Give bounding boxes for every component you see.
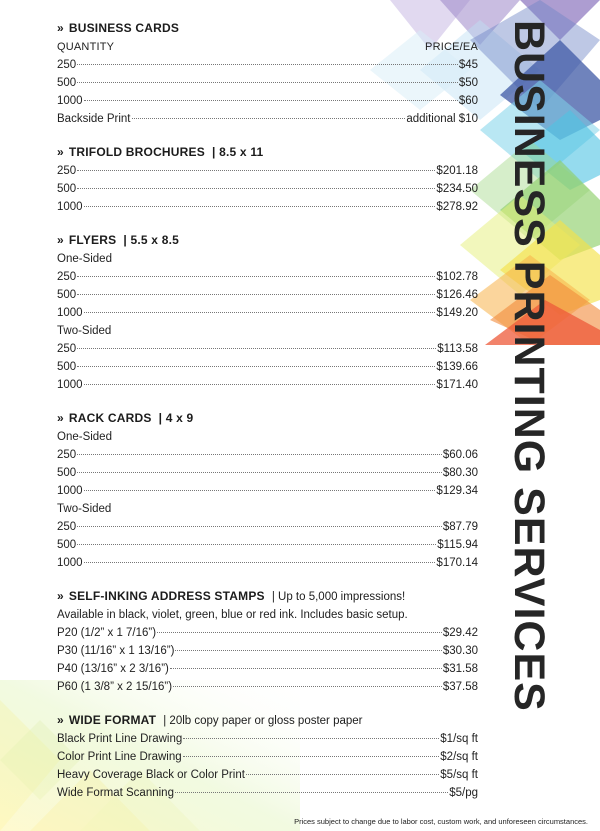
dot-leader: [77, 348, 436, 349]
row-price: $37.58: [442, 681, 478, 693]
row-price: $31.58: [442, 663, 478, 675]
price-row: [57, 358, 478, 376]
heading-text: WIDE FORMAT: [68, 713, 157, 727]
row-price: $201.18: [436, 165, 478, 177]
row-label: Heavy Coverage Black or Color Print: [57, 769, 245, 781]
row-label: Wide Format Scanning: [57, 787, 174, 799]
row-price: $87.79: [442, 521, 478, 533]
dot-leader: [77, 454, 442, 455]
price-row: [57, 518, 478, 536]
dot-leader: [77, 366, 435, 367]
chevron-icon: »: [57, 145, 64, 159]
one-sided-label: One-Sided: [57, 253, 112, 265]
heading-text: BUSINESS CARDS: [68, 21, 180, 35]
row-price: $278.92: [436, 201, 478, 213]
dot-leader: [77, 526, 442, 527]
heading-size: | 4 x 9: [158, 411, 194, 425]
price-row: [57, 748, 478, 766]
section-heading: [57, 588, 478, 606]
row-price: $45: [458, 59, 478, 71]
price-row: [57, 56, 478, 74]
price-row: [57, 340, 478, 358]
vertical-title: [500, 20, 558, 712]
dot-leader: [77, 294, 435, 295]
price-list: [57, 20, 478, 818]
section-wide-format: [57, 712, 478, 802]
row-price: $60: [458, 95, 478, 107]
heading-text: SELF-INKING ADDRESS STAMPS: [68, 589, 265, 603]
dot-leader: [84, 100, 458, 101]
row-price: $5/sq ft: [440, 769, 478, 781]
section-trifold-brochures: [57, 144, 478, 216]
row-label: P60 (1 3/8” x 2 15/16”): [57, 681, 173, 693]
price-row: [57, 180, 478, 198]
dot-leader: [77, 64, 458, 65]
row-price: $126.46: [436, 289, 478, 301]
footnote: Prices subject to change due to labor cost, custom work, and unforeseen circumstances.: [294, 817, 588, 826]
row-label: 250: [57, 165, 77, 177]
dot-leader: [77, 472, 442, 473]
dot-leader: [132, 118, 406, 119]
price-row: [57, 446, 478, 464]
row-label: 250: [57, 271, 77, 283]
dot-leader: [84, 312, 436, 313]
section-heading: [57, 410, 478, 428]
price-row: [57, 376, 478, 394]
two-sided-label: Two-Sided: [57, 325, 112, 337]
price-header: PRICE/EA: [425, 41, 478, 53]
row-price: $80.30: [442, 467, 478, 479]
chevron-icon: »: [57, 233, 64, 247]
row-label: 250: [57, 59, 77, 71]
price-row: [57, 624, 478, 642]
one-sided-label: One-Sided: [57, 431, 112, 443]
price-row: [57, 536, 478, 554]
price-row: [57, 554, 478, 572]
section-heading: [57, 144, 478, 162]
dot-leader: [84, 562, 436, 563]
row-label: Color Print Line Drawing: [57, 751, 182, 763]
ink-note: Available in black, violet, green, blue or red ink. Includes basic setup.: [57, 609, 408, 621]
section-heading: [57, 20, 478, 38]
dot-leader: [77, 276, 435, 277]
row-price: $113.58: [437, 343, 478, 355]
row-label: 500: [57, 183, 77, 195]
price-row: [57, 286, 478, 304]
row-label: 500: [57, 361, 77, 373]
row-label: 1000: [57, 201, 83, 213]
heading-size: | 5.5 x 8.5: [123, 233, 179, 247]
price-row: [57, 110, 478, 128]
row-price: additional $10: [406, 113, 478, 125]
row-label: P40 (13/16” x 2 3/16”): [57, 663, 169, 675]
chevron-icon: »: [57, 411, 64, 425]
page-title: BUSINESS PRINTING SERVICES: [505, 20, 553, 712]
dot-leader: [84, 384, 436, 385]
row-label: 500: [57, 539, 77, 551]
row-label: 1000: [57, 95, 83, 107]
dot-leader: [84, 206, 436, 207]
heading-text: RACK CARDS: [68, 411, 152, 425]
row-price: $50: [458, 77, 478, 89]
row-price: $60.06: [442, 449, 478, 461]
row-price: $149.20: [436, 307, 478, 319]
section-rack-cards: [57, 410, 478, 572]
row-label: Black Print Line Drawing: [57, 733, 183, 745]
row-label: 1000: [57, 485, 83, 497]
column-headers: [57, 38, 478, 56]
row-price: $30.30: [442, 645, 478, 657]
price-row: [57, 730, 478, 748]
row-label: P30 (11/16” x 1 13/16”): [57, 645, 175, 657]
row-price: $29.42: [442, 627, 478, 639]
row-price: $171.40: [436, 379, 478, 391]
section-flyers: [57, 232, 478, 394]
chevron-icon: »: [57, 589, 64, 603]
chevron-icon: »: [57, 713, 64, 727]
row-price: $139.66: [436, 361, 478, 373]
row-label: 250: [57, 521, 77, 533]
price-row: [57, 482, 478, 500]
dot-leader: [175, 792, 448, 793]
row-price: $2/sq ft: [440, 751, 478, 763]
two-sided-label: Two-Sided: [57, 503, 112, 515]
dot-leader: [183, 738, 439, 739]
price-row: [57, 784, 478, 802]
heading-size: | 8.5 x 11: [212, 145, 264, 159]
row-label: 1000: [57, 307, 83, 319]
row-label: 1000: [57, 557, 83, 569]
dot-leader: [183, 756, 440, 757]
heading-text: TRIFOLD BROCHURES: [68, 145, 205, 159]
dot-leader: [77, 544, 436, 545]
dot-leader: [246, 774, 439, 775]
row-label: 500: [57, 77, 77, 89]
row-price: $234.50: [436, 183, 478, 195]
dot-leader: [173, 686, 442, 687]
heading-note: | 20lb copy paper or gloss poster paper: [163, 715, 363, 727]
row-price: $5/pg: [449, 787, 478, 799]
row-label: 250: [57, 343, 77, 355]
price-row: [57, 198, 478, 216]
section-business-cards: [57, 20, 478, 128]
price-row: [57, 660, 478, 678]
row-price: $115.94: [437, 539, 478, 551]
price-row: [57, 678, 478, 696]
heading-text: FLYERS: [68, 233, 117, 247]
dot-leader: [77, 170, 435, 171]
price-row: [57, 642, 478, 660]
price-row: [57, 74, 478, 92]
price-row: [57, 92, 478, 110]
dot-leader: [157, 632, 442, 633]
row-price: $102.78: [436, 271, 478, 283]
row-label: Backside Print: [57, 113, 131, 125]
row-price: $129.34: [436, 485, 478, 497]
row-label: 250: [57, 449, 77, 461]
price-row: [57, 268, 478, 286]
quantity-header: QUANTITY: [57, 41, 115, 53]
chevron-icon: »: [57, 21, 64, 35]
dot-leader: [84, 490, 436, 491]
heading-note: | Up to 5,000 impressions!: [271, 591, 406, 603]
dot-leader: [170, 668, 442, 669]
section-address-stamps: [57, 588, 478, 696]
section-heading: [57, 712, 478, 730]
row-price: $170.14: [436, 557, 478, 569]
dot-leader: [175, 650, 441, 651]
row-price: $1/sq ft: [440, 733, 478, 745]
price-row: [57, 766, 478, 784]
row-label: P20 (1/2” x 1 7/16”): [57, 627, 157, 639]
row-label: 500: [57, 467, 77, 479]
price-row: [57, 464, 478, 482]
dot-leader: [77, 188, 435, 189]
row-label: 500: [57, 289, 77, 301]
price-row: [57, 162, 478, 180]
dot-leader: [77, 82, 458, 83]
section-heading: [57, 232, 478, 250]
row-label: 1000: [57, 379, 83, 391]
price-row: [57, 304, 478, 322]
